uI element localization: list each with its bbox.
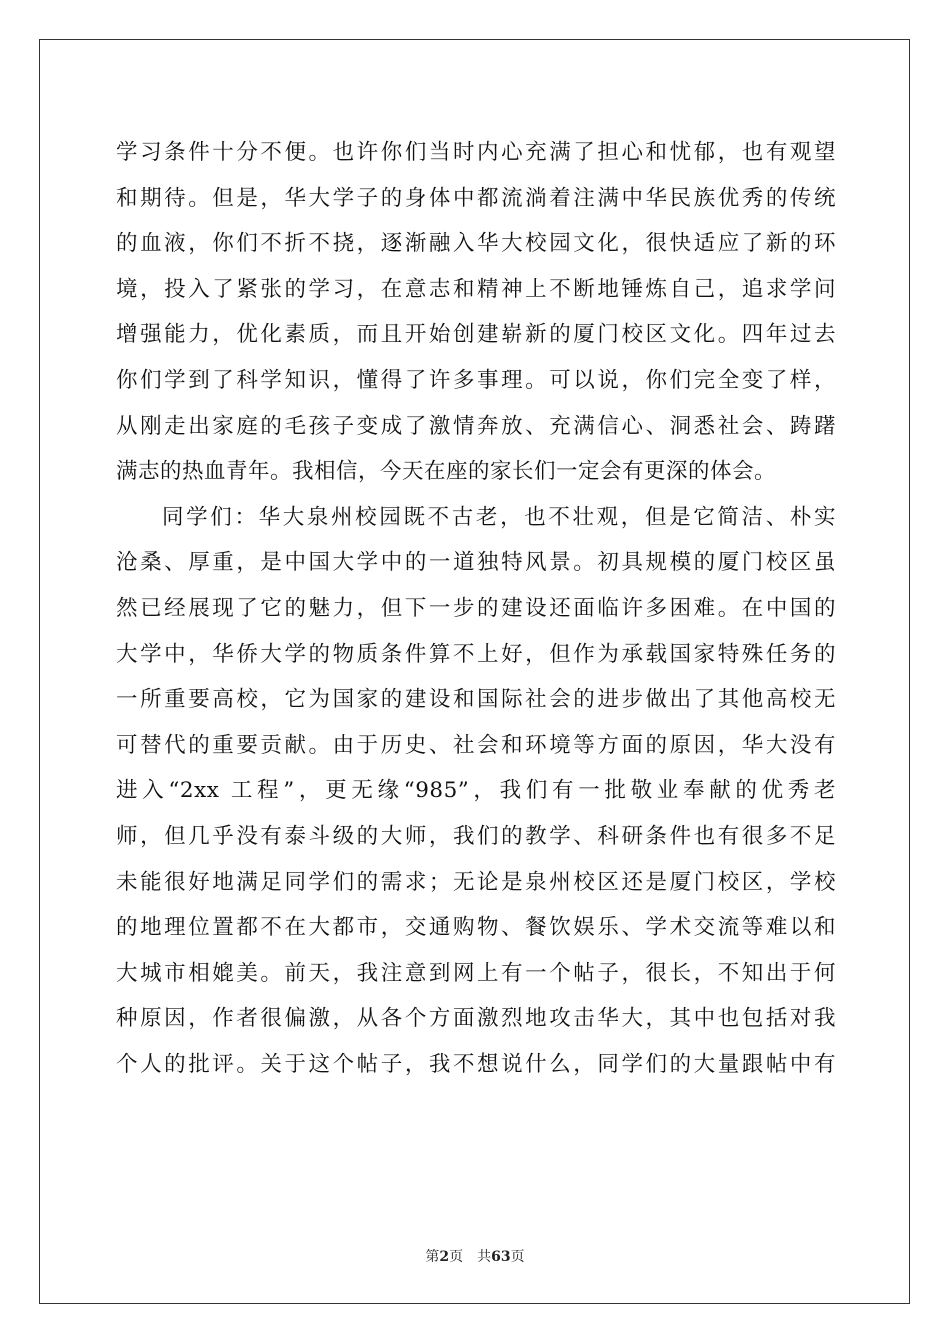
text-line: 增强能力，优化素质，而且开始创建崭新的厦门校区文化。四年过去	[116, 322, 836, 348]
text-line: 一所重要高校，它为国家的建设和国际社会的进步做出了其他高校无	[116, 687, 836, 713]
text-line: 未能很好地满足同学们的需求；无论是泉州校区还是厦门校区，学校	[116, 869, 836, 895]
total-prefix: 共	[477, 1249, 492, 1265]
text-line: 师，但几乎没有泰斗级的大师，我们的教学、科研条件也有很多不足	[116, 823, 836, 849]
paragraph-1	[116, 130, 836, 495]
text-line: 的血液，你们不折不挠，逐渐融入华大校园文化，很快适应了新的环	[116, 231, 836, 257]
text-line: 大学中，华侨大学的物质条件算不上好，但作为承载国家特殊任务的	[116, 641, 836, 667]
text-line: 从刚走出家庭的毛孩子变成了激情奔放、充满信心、洞悉社会、踌躇	[116, 413, 836, 439]
text-line: 可替代的重要贡献。由于历史、社会和环境等方面的原因，华大没有	[116, 732, 836, 758]
page-number: 2	[439, 1249, 450, 1265]
text-line: 个人的批评。关于这个帖子，我不想说什么，同学们的大量跟帖中有	[116, 1051, 836, 1077]
text-line: 学习条件十分不便。也许你们当时内心充满了担心和忧郁，也有观望	[116, 140, 836, 165]
total-suffix: 页	[510, 1249, 525, 1265]
text-line: 然已经展现了它的魅力，但下一步的建设还面临许多困难。在中国的	[116, 595, 836, 621]
text-line: 和期待。但是，华大学子的身体中都流淌着注满中华民族优秀的传统	[116, 185, 836, 211]
page-prefix: 第	[425, 1249, 440, 1265]
text-line: 同学们：华大泉州校园既不古老，也不壮观，但是它简洁、朴实	[162, 504, 836, 530]
text-line: 大城市相媲美。前天，我注意到网上有一个帖子，很长，不知出于何	[116, 960, 836, 986]
paragraph-2	[116, 495, 836, 1088]
text-line: 的地理位置都不在大都市，交通购物、餐饮娱乐、学术交流等难以和	[116, 915, 836, 941]
text-line: 境，投入了紧张的学习，在意志和精神上不断地锤炼自己，追求学问	[116, 276, 836, 302]
text-line: 满志的热血青年。我相信，今天在座的家长们一定会有更深的体会。	[116, 459, 777, 485]
text-line: 进入“2xx 工程”，更无缘“985”，我们有一批敬业奉献的优秀老	[116, 778, 836, 804]
page-footer	[0, 1246, 950, 1266]
page-suffix: 页	[449, 1249, 464, 1265]
document-body	[116, 130, 836, 1087]
text-line: 种原因，作者很偏激，从各个方面激烈地攻击华大，其中也包括对我	[116, 1006, 836, 1032]
total-pages: 63	[491, 1249, 511, 1265]
text-line: 你们学到了科学知识，懂得了许多事理。可以说，你们完全变了样，	[116, 367, 836, 393]
text-line: 沧桑、厚重，是中国大学中的一道独特风景。初具规模的厦门校区虽	[116, 550, 836, 576]
